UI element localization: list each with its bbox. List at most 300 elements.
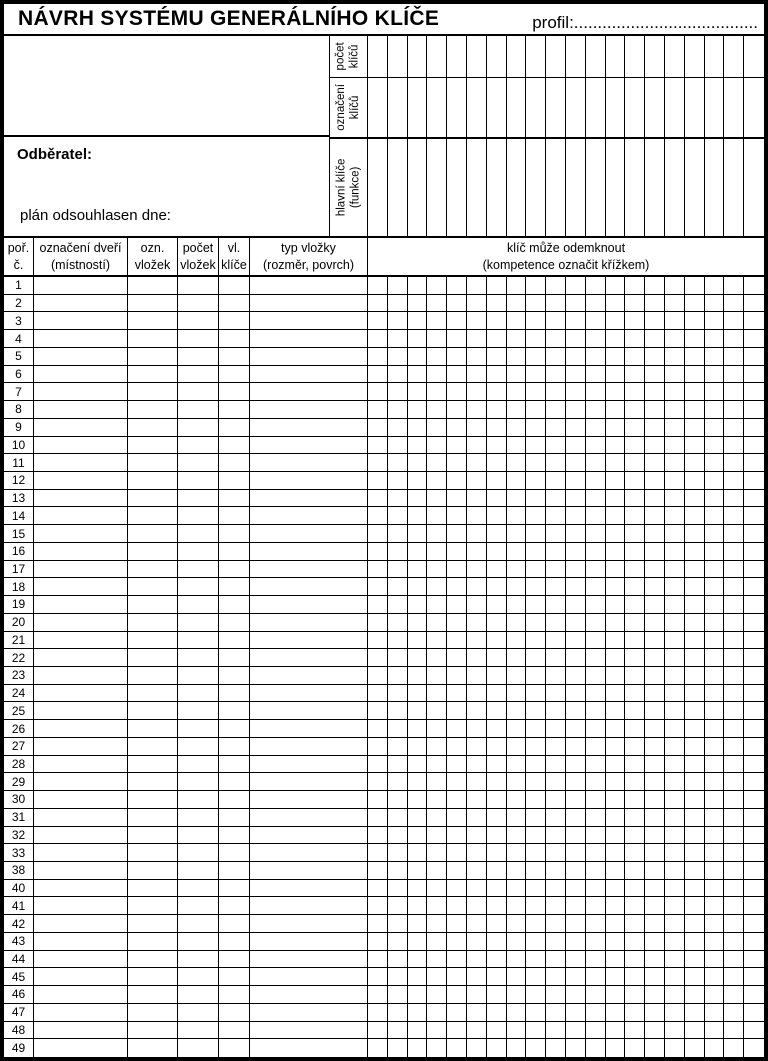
key-count-label-box (330, 36, 367, 78)
key-matrix-cell (546, 543, 566, 560)
cell-cylinder-type (250, 667, 368, 684)
key-matrix-cell (507, 578, 527, 595)
key-matrix-cell (467, 596, 487, 613)
key-matrix-cell (388, 295, 408, 312)
cell-cylinder-type (250, 933, 368, 950)
key-matrix-cell (586, 720, 606, 737)
key-matrix-cell (685, 614, 705, 631)
key-matrix-cell (744, 437, 764, 454)
key-matrix-cell (467, 1039, 487, 1057)
key-matrix-cell (685, 685, 705, 702)
key-matrix-cell (685, 312, 705, 329)
cell-cylinder-designation (128, 827, 178, 844)
row-number: 42 (4, 915, 34, 932)
key-matrix-cell (507, 507, 527, 524)
key-matrix-cell (427, 880, 447, 897)
key-matrix-cell (388, 383, 408, 400)
key-matrix-cell (467, 880, 487, 897)
key-matrix-cell (645, 933, 665, 950)
key-matrix-cell (388, 366, 408, 383)
key-matrix-cell (487, 1004, 507, 1021)
key-matrix-cell (625, 702, 645, 719)
key-matrix-cell (665, 685, 685, 702)
key-matrix-cell (705, 472, 725, 489)
key-matrix-cell (487, 951, 507, 968)
key-matrix-cell (447, 738, 467, 755)
key-matrix-cell (724, 685, 744, 702)
table-row (4, 986, 764, 1004)
key-matrix-cell (487, 720, 507, 737)
key-matrix-cell (586, 986, 606, 1003)
key-matrix-cell (685, 490, 705, 507)
key-matrix-cell (586, 649, 606, 666)
cell-cylinder-count (178, 383, 219, 400)
cell-cylinder-type (250, 827, 368, 844)
cell-cylinder-designation (128, 401, 178, 418)
key-matrix-cell (467, 897, 487, 914)
key-matrix-cell (408, 330, 428, 347)
row-number: 9 (4, 419, 34, 436)
key-matrix-cell (566, 756, 586, 773)
key-matrix-cell (487, 348, 507, 365)
key-matrix-cell (705, 1022, 725, 1039)
key-matrix-cell (645, 561, 665, 578)
key-matrix-cell (744, 596, 764, 613)
table-row (4, 507, 764, 525)
key-matrix-cell (724, 295, 744, 312)
key-matrix-cell (665, 791, 685, 808)
key-matrix-cell (606, 312, 626, 329)
key-matrix-cell (408, 773, 428, 790)
key-matrix-cell (388, 738, 408, 755)
key-matrix-cell (427, 561, 447, 578)
cell-cylinder-count (178, 756, 219, 773)
key-matrix-cell (665, 986, 685, 1003)
key-matrix-cell (586, 773, 606, 790)
key-matrix-cell (685, 827, 705, 844)
key-matrix-cell (586, 490, 606, 507)
table-row (4, 472, 764, 490)
key-grid-cell (586, 78, 606, 137)
key-matrix-cell (665, 561, 685, 578)
key-matrix-cell (606, 472, 626, 489)
key-matrix-cell (388, 667, 408, 684)
key-matrix-cell (625, 561, 645, 578)
key-matrix-cell (586, 330, 606, 347)
key-matrix-cell (665, 490, 685, 507)
key-matrix-cell (685, 525, 705, 542)
cell-own-keys (219, 348, 250, 365)
key-grid-cell (408, 139, 428, 236)
key-matrix-cell (685, 968, 705, 985)
key-matrix-cell (566, 649, 586, 666)
key-grid-cell (368, 139, 388, 236)
cell-own-keys (219, 685, 250, 702)
key-matrix-cell (408, 738, 428, 755)
key-matrix-cell (685, 578, 705, 595)
key-matrix-cell (606, 915, 626, 932)
key-grid-cell (625, 78, 645, 137)
key-matrix-cell (427, 862, 447, 879)
key-matrix-cell (368, 1004, 388, 1021)
key-matrix-cell (546, 366, 566, 383)
cell-door-designation (34, 968, 128, 985)
cell-cylinder-designation (128, 596, 178, 613)
key-matrix-cell (487, 561, 507, 578)
key-matrix-cell (487, 632, 507, 649)
key-matrix-cell (724, 401, 744, 418)
table-row (4, 791, 764, 809)
key-matrix-cell (467, 295, 487, 312)
main-keys-row (368, 139, 764, 236)
key-matrix-cell (586, 561, 606, 578)
cell-cylinder-type (250, 702, 368, 719)
key-matrix-cell (685, 738, 705, 755)
key-matrix-cell (467, 809, 487, 826)
key-matrix-cell (625, 756, 645, 773)
key-matrix-cell (724, 472, 744, 489)
key-matrix-cell (487, 295, 507, 312)
cell-cylinder-designation (128, 614, 178, 631)
key-matrix-cell (507, 401, 527, 418)
key-matrix-cell (724, 968, 744, 985)
cell-cylinder-designation (128, 933, 178, 950)
key-matrix-cell (606, 383, 626, 400)
key-matrix-cell (526, 312, 546, 329)
key-matrix-cell (447, 437, 467, 454)
table-row (4, 596, 764, 614)
key-matrix-cell (526, 809, 546, 826)
key-grid-cell (665, 139, 685, 236)
key-matrix-cell (388, 1022, 408, 1039)
cell-cylinder-designation (128, 312, 178, 329)
table-row (4, 330, 764, 348)
key-matrix-cell (427, 490, 447, 507)
cell-cylinder-designation (128, 738, 178, 755)
key-matrix-cell (427, 348, 447, 365)
table-row (4, 1022, 764, 1040)
key-matrix-cell (606, 649, 626, 666)
cell-cylinder-count (178, 437, 219, 454)
key-matrix-cell (724, 897, 744, 914)
cell-door-designation (34, 596, 128, 613)
key-matrix-cell (606, 667, 626, 684)
cell-cylinder-designation (128, 773, 178, 790)
key-matrix-cell (744, 685, 764, 702)
key-matrix-cell (546, 649, 566, 666)
key-matrix-cell (665, 295, 685, 312)
key-matrix-cell (645, 614, 665, 631)
key-matrix-cell (408, 827, 428, 844)
key-matrix-cell (427, 702, 447, 719)
key-matrix-cell (368, 490, 388, 507)
key-matrix-cell (368, 791, 388, 808)
key-matrix-cell (507, 383, 527, 400)
key-matrix-cell (388, 490, 408, 507)
key-matrix-cell (645, 1022, 665, 1039)
key-grid-cell (645, 78, 665, 137)
key-matrix-cell (566, 720, 586, 737)
header-cylinder-type: typ vložky (rozměr, povrch) (250, 238, 368, 275)
key-matrix-cell (487, 685, 507, 702)
key-matrix-cell (744, 454, 764, 471)
key-matrix-cell (625, 348, 645, 365)
key-matrix-cell (388, 472, 408, 489)
cell-cylinder-count (178, 702, 219, 719)
key-matrix-cell (388, 844, 408, 861)
profil-dotted-line: ....................................... (573, 13, 758, 32)
key-matrix-cell (427, 844, 447, 861)
key-matrix-cell (507, 1039, 527, 1057)
key-matrix-cell (586, 507, 606, 524)
cell-own-keys (219, 933, 250, 950)
cell-own-keys (219, 756, 250, 773)
key-matrix-cell (368, 897, 388, 914)
upper-section (4, 36, 764, 238)
key-grid-cell (705, 139, 725, 236)
upper-key-grid (368, 36, 764, 236)
cell-cylinder-type (250, 773, 368, 790)
key-matrix-cell (724, 1039, 744, 1057)
key-matrix-cell (408, 897, 428, 914)
key-matrix-cell (744, 986, 764, 1003)
key-matrix-cell (467, 951, 487, 968)
key-matrix-cell (388, 614, 408, 631)
key-matrix-cell (724, 667, 744, 684)
table-row (4, 702, 764, 720)
cell-cylinder-designation (128, 454, 178, 471)
key-matrix-cell (507, 1022, 527, 1039)
key-matrix-cell (586, 702, 606, 719)
key-matrix-cell (724, 773, 744, 790)
key-matrix-cell (566, 330, 586, 347)
cell-cylinder-type (250, 614, 368, 631)
key-grid-cell (744, 36, 764, 77)
row-number: 3 (4, 312, 34, 329)
key-matrix-cell (665, 525, 685, 542)
key-matrix-cell (408, 366, 428, 383)
key-matrix-cell (665, 897, 685, 914)
key-matrix-cell (566, 295, 586, 312)
key-matrix-cell (685, 897, 705, 914)
key-matrix-cell (487, 366, 507, 383)
key-matrix-cell (408, 596, 428, 613)
key-grid-cell (645, 139, 665, 236)
key-matrix-cell (724, 454, 744, 471)
key-matrix-cell (665, 1022, 685, 1039)
key-matrix-cell (467, 312, 487, 329)
key-matrix-cell (705, 897, 725, 914)
key-matrix-cell (467, 667, 487, 684)
key-matrix-cell (625, 809, 645, 826)
key-matrix-cell (447, 454, 467, 471)
key-matrix-cell (368, 419, 388, 436)
key-matrix-cell (368, 1039, 388, 1057)
key-matrix-cell (744, 897, 764, 914)
key-matrix-cell (427, 1022, 447, 1039)
cell-cylinder-type (250, 1022, 368, 1039)
key-matrix-cell (645, 773, 665, 790)
key-matrix-cell (467, 827, 487, 844)
table-row (4, 756, 764, 774)
cell-door-designation (34, 951, 128, 968)
key-matrix-cell (427, 401, 447, 418)
key-matrix-cell (685, 419, 705, 436)
key-matrix-cell (526, 968, 546, 985)
cell-cylinder-count (178, 862, 219, 879)
key-matrix-cell (487, 596, 507, 613)
key-matrix-cell (625, 862, 645, 879)
key-matrix-cell (586, 578, 606, 595)
cell-cylinder-type (250, 649, 368, 666)
key-matrix-cell (546, 720, 566, 737)
key-matrix-cell (408, 383, 428, 400)
key-matrix-cell (507, 702, 527, 719)
key-matrix-cell (447, 667, 467, 684)
key-matrix-cell (467, 277, 487, 294)
key-matrix-cell (625, 844, 645, 861)
key-matrix-cell (526, 596, 546, 613)
key-matrix-cell (625, 614, 645, 631)
key-matrix-cell (645, 295, 665, 312)
cell-cylinder-type (250, 366, 368, 383)
key-matrix-cell (487, 490, 507, 507)
notes-empty-box (4, 36, 329, 137)
key-matrix-cell (408, 561, 428, 578)
key-matrix-cell (427, 632, 447, 649)
key-matrix-cell (507, 614, 527, 631)
cell-own-keys (219, 702, 250, 719)
row-number: 19 (4, 596, 34, 613)
key-matrix-cell (546, 525, 566, 542)
key-matrix-cell (625, 951, 645, 968)
key-matrix-cell (625, 738, 645, 755)
row-number: 4 (4, 330, 34, 347)
key-matrix-cell (705, 1004, 725, 1021)
key-matrix-cell (566, 951, 586, 968)
key-matrix-cell (705, 277, 725, 294)
key-matrix-cell (705, 507, 725, 524)
key-matrix-cell (665, 880, 685, 897)
key-matrix-cell (388, 791, 408, 808)
key-matrix-cell (546, 773, 566, 790)
cell-cylinder-count (178, 951, 219, 968)
key-matrix-cell (744, 490, 764, 507)
cell-cylinder-type (250, 277, 368, 294)
key-matrix-cell (526, 933, 546, 950)
key-matrix-cell (724, 490, 744, 507)
row-number: 1 (4, 277, 34, 294)
key-matrix-cell (685, 366, 705, 383)
key-matrix-cell (744, 383, 764, 400)
key-matrix-cell (368, 578, 388, 595)
cell-cylinder-count (178, 844, 219, 861)
key-count-label: počet klíčů (335, 42, 362, 71)
key-matrix-cell (606, 702, 626, 719)
key-matrix-cell (507, 897, 527, 914)
cell-door-designation (34, 330, 128, 347)
cell-cylinder-designation (128, 915, 178, 932)
key-matrix-cell (645, 472, 665, 489)
key-matrix-cell (546, 933, 566, 950)
key-matrix-cell (546, 472, 566, 489)
key-matrix-cell (368, 366, 388, 383)
cell-own-keys (219, 986, 250, 1003)
key-matrix-cell (368, 472, 388, 489)
row-number: 49 (4, 1039, 34, 1057)
key-matrix-cell (566, 968, 586, 985)
key-matrix-cell (368, 702, 388, 719)
key-matrix-cell (586, 632, 606, 649)
key-matrix-cell (744, 756, 764, 773)
key-matrix-cell (645, 312, 665, 329)
cell-cylinder-type (250, 986, 368, 1003)
key-matrix-cell (566, 277, 586, 294)
key-matrix-cell (546, 561, 566, 578)
key-matrix-cell (665, 773, 685, 790)
cell-own-keys (219, 525, 250, 542)
key-matrix-cell (507, 525, 527, 542)
table-row (4, 366, 764, 384)
row-number: 26 (4, 720, 34, 737)
key-matrix-cell (744, 933, 764, 950)
key-matrix-cell (507, 827, 527, 844)
key-matrix-cell (447, 1022, 467, 1039)
key-matrix-cell (566, 685, 586, 702)
cell-cylinder-type (250, 844, 368, 861)
cell-cylinder-designation (128, 667, 178, 684)
key-matrix-cell (526, 702, 546, 719)
key-grid-cell (368, 36, 388, 77)
key-matrix-cell (408, 277, 428, 294)
key-matrix-cell (566, 827, 586, 844)
row-number: 44 (4, 951, 34, 968)
key-matrix-cell (427, 897, 447, 914)
key-matrix-cell (705, 791, 725, 808)
key-matrix-cell (724, 578, 744, 595)
key-matrix-cell (705, 756, 725, 773)
key-matrix-cell (645, 401, 665, 418)
key-matrix-cell (388, 419, 408, 436)
key-matrix-cell (645, 383, 665, 400)
key-matrix-cell (606, 791, 626, 808)
header-door-designation: označení dveří (místností) (34, 238, 128, 275)
key-matrix-cell (487, 756, 507, 773)
key-matrix-cell (388, 702, 408, 719)
key-matrix-cell (645, 578, 665, 595)
cell-own-keys (219, 632, 250, 649)
key-matrix-cell (447, 773, 467, 790)
table-row (4, 419, 764, 437)
row-number: 21 (4, 632, 34, 649)
key-matrix-cell (487, 791, 507, 808)
key-matrix-cell (526, 951, 546, 968)
key-matrix-cell (447, 596, 467, 613)
cell-own-keys (219, 277, 250, 294)
key-matrix-cell (685, 1004, 705, 1021)
key-matrix-cell (606, 632, 626, 649)
key-matrix-cell (467, 649, 487, 666)
key-matrix-cell (665, 933, 685, 950)
key-matrix-cell (427, 685, 447, 702)
key-matrix-cell (685, 667, 705, 684)
key-matrix-cell (408, 401, 428, 418)
key-matrix-cell (447, 862, 467, 879)
key-matrix-cell (447, 561, 467, 578)
key-matrix-cell (526, 1039, 546, 1057)
key-matrix-cell (427, 1039, 447, 1057)
cell-cylinder-type (250, 1039, 368, 1057)
